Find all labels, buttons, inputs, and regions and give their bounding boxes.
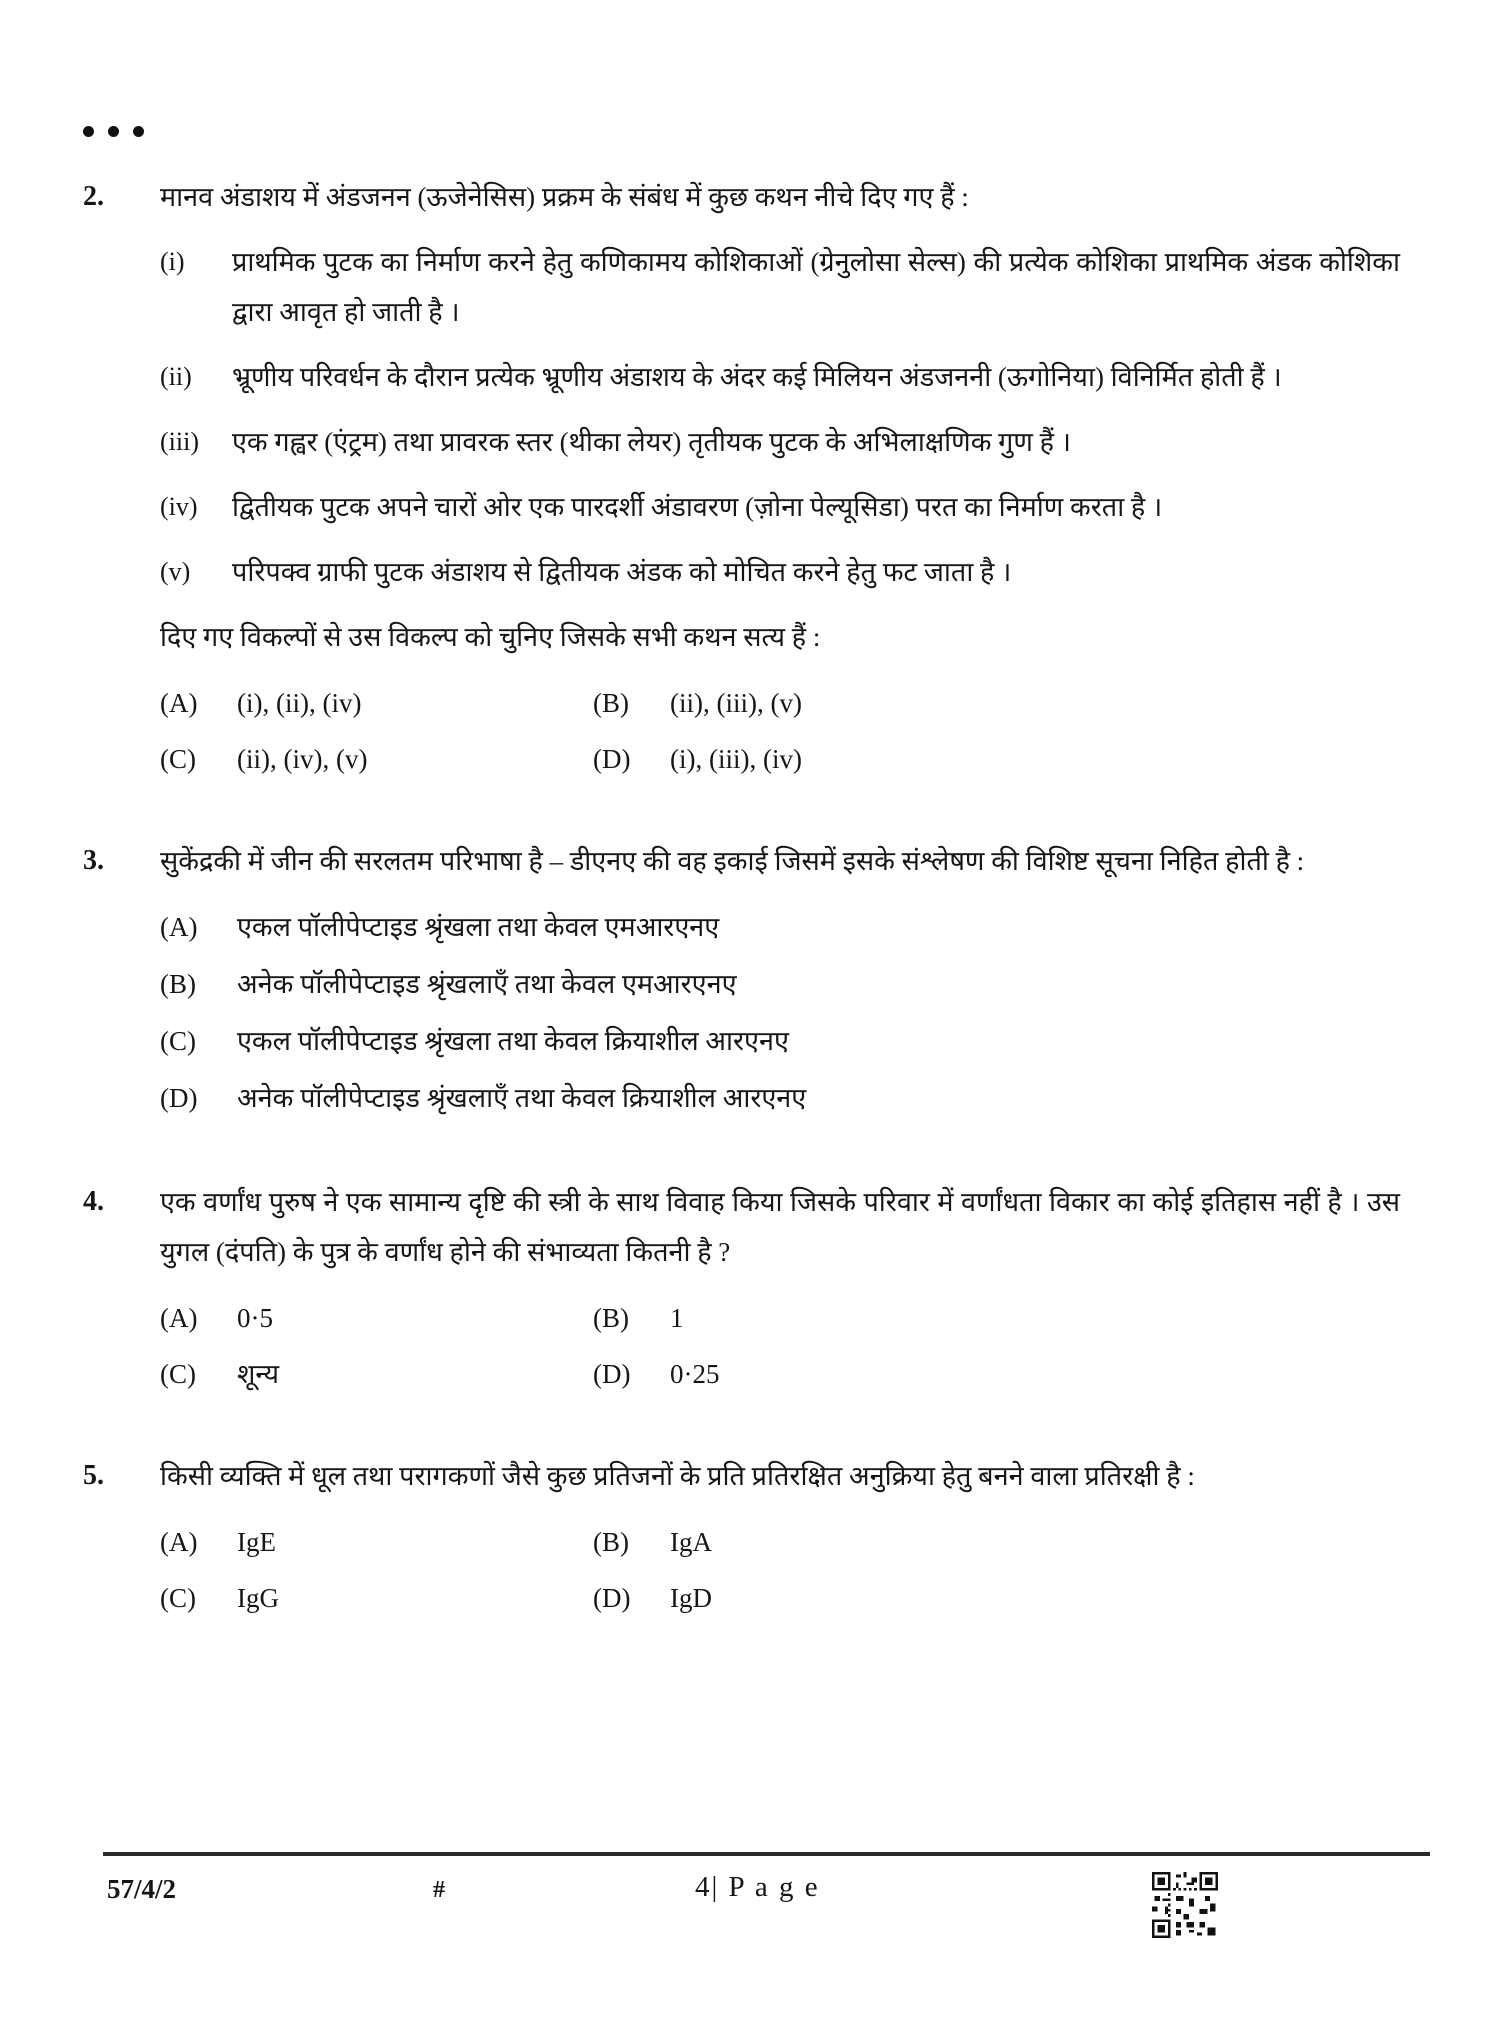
option-text: एकल पॉलीपेप्टाइड श्रृंखला तथा केवल एमआरएनए [237, 912, 720, 942]
dot-icon [133, 126, 144, 137]
option-label: (C) [160, 1359, 196, 1389]
option-text: शून्य [237, 1359, 279, 1389]
option-label: (D) [593, 744, 631, 774]
question-text: किसी व्यक्ति में धूल तथा परागकणों जैसे कुछ प्रतिजनों के प्रति प्रतिरक्षित अनुक्रिया हेतु बनने वाला प्रतिरक्षी है : [160, 1461, 1195, 1491]
option-label: (C) [160, 1026, 196, 1056]
statement-ii [160, 352, 1400, 402]
option-label: (B) [593, 1527, 629, 1557]
option-label: (A) [160, 688, 198, 718]
statement-text: परिपक्व ग्राफी पुटक अंडाशय से द्वितीयक अंडक को मोचित करने हेतु फट जाता है । [232, 557, 1012, 587]
statement-label: (i) [160, 247, 185, 276]
question-number: 5. [83, 1460, 104, 1491]
question-body [160, 1177, 1400, 1399]
option-d [593, 1573, 1400, 1623]
option-c [160, 734, 593, 784]
option-text: 0·5 [237, 1303, 273, 1333]
statement-text: एक गह्वर (एंट्रम) तथा प्रावरक स्तर (थीका लेयर) तृतीयक पुटक के अभिलाक्षणिक गुण हैं । [232, 427, 1071, 457]
option-text: 1 [670, 1303, 684, 1333]
option-label: (B) [160, 969, 196, 999]
option-text: (ii), (iv), (v) [237, 744, 368, 774]
question-text: एक वर्णांध पुरुष ने एक सामान्य दृष्टि की स्त्री के साथ विवाह किया जिसके परिवार में वर्णांधता विकार का कोई इतिहास नहीं है । उस युगल (दंपति) के पुत्र के वर्णांध होने की संभाव्यता कितनी है ? [160, 1187, 1400, 1267]
question-body [160, 172, 1400, 784]
option-label: (B) [593, 1303, 629, 1333]
statement-label: (iii) [160, 427, 199, 456]
question-number: 2. [83, 181, 104, 212]
option-d [160, 1073, 1400, 1123]
statement-label: (iv) [160, 492, 198, 521]
option-d [593, 734, 1400, 784]
option-text: (i), (iii), (iv) [670, 744, 802, 774]
option-text: IgA [670, 1527, 712, 1557]
statement-text: द्वितीयक पुटक अपने चारों ओर एक पारदर्शी अंडावरण (ज़ोना पेल्यूसिडा) परत का निर्माण करता है । [232, 492, 1163, 522]
question-number: 4. [83, 1186, 104, 1217]
question-number: 3. [83, 845, 104, 876]
options-question-3 [160, 902, 1400, 1123]
option-text: (ii), (iii), (v) [670, 688, 802, 718]
options-question-4 [160, 1293, 1400, 1399]
question-2 [83, 172, 1400, 784]
options-question-5 [160, 1517, 1400, 1623]
option-c [160, 1349, 593, 1399]
option-b [593, 1517, 1400, 1567]
page-footer [103, 1852, 1430, 1956]
option-label: (C) [160, 744, 196, 774]
option-label: (D) [593, 1583, 631, 1613]
option-b [160, 959, 1400, 1009]
option-text: (i), (ii), (iv) [237, 688, 362, 718]
statement-text: भ्रूणीय परिवर्धन के दौरान प्रत्येक भ्रूणीय अंडाशय के अंदर कई मिलियन अंडजननी (ऊगोनिया) विनिर्मित होती हैं । [232, 362, 1282, 392]
question-body [160, 836, 1400, 1123]
question-body [160, 1451, 1400, 1623]
page-marker-dots [83, 126, 1400, 138]
option-a [160, 678, 593, 728]
option-text: 0·25 [670, 1359, 720, 1389]
option-d [593, 1349, 1400, 1399]
statement-label: (v) [160, 557, 191, 586]
option-label: (A) [160, 1303, 198, 1333]
question-4 [83, 1177, 1400, 1399]
option-text: IgG [237, 1583, 279, 1613]
statement-label: (ii) [160, 362, 192, 391]
option-b [593, 1293, 1400, 1343]
hash-mark: # [433, 1877, 445, 1903]
options-question-2 [160, 678, 1400, 784]
option-c [160, 1016, 1400, 1066]
option-text: IgE [237, 1527, 276, 1557]
paper-code: 57/4/2 [107, 1874, 177, 1904]
statement-v [160, 547, 1400, 597]
question-instruction: दिए गए विकल्पों से उस विकल्प को चुनिए जिसके सभी कथन सत्य हैं : [160, 622, 821, 652]
page-number-label: 4| P a g e [695, 1871, 820, 1903]
option-b [593, 678, 1400, 728]
option-label: (D) [160, 1083, 198, 1113]
option-label: (B) [593, 688, 629, 718]
option-label: (A) [160, 1527, 198, 1557]
option-text: अनेक पॉलीपेप्टाइड श्रृंखलाएँ तथा केवल एमआरएनए [237, 969, 737, 999]
option-a [160, 1293, 593, 1343]
dot-icon [108, 126, 119, 137]
option-label: (D) [593, 1359, 631, 1389]
option-text: IgD [670, 1583, 712, 1613]
option-text: एकल पॉलीपेप्टाइड श्रृंखला तथा केवल क्रियाशील आरएनए [237, 1026, 789, 1056]
statement-iv [160, 482, 1400, 532]
statement-iii [160, 417, 1400, 467]
question-3 [83, 836, 1400, 1123]
option-label: (C) [160, 1583, 196, 1613]
option-text: अनेक पॉलीपेप्टाइड श्रृंखलाएँ तथा केवल क्रियाशील आरएनए [237, 1083, 807, 1113]
statement-i [160, 237, 1400, 337]
option-label: (A) [160, 912, 198, 942]
dot-icon [83, 126, 94, 137]
option-c [160, 1573, 593, 1623]
footer-row [103, 1856, 1430, 1956]
option-a [160, 902, 1400, 952]
statement-text: प्राथमिक पुटक का निर्माण करने हेतु कणिकामय कोशिकाओं (ग्रेनुलोसा सेल्स) की प्रत्येक कोशिका प्राथमिक अंडक कोशिका द्वारा आवृत हो जाती है । [232, 247, 1400, 327]
qr-code-icon [1152, 1872, 1218, 1938]
question-5 [83, 1451, 1400, 1623]
question-text: मानव अंडाशय में अंडजनन (ऊजेनेसिस) प्रक्रम के संबंध में कुछ कथन नीचे दिए गए हैं : [160, 182, 969, 212]
question-text: सुकेंद्रकी में जीन की सरलतम परिभाषा है – डीएनए की वह इकाई जिसमें इसके संश्लेषण की विशिष्ट सूचना निहित होती है : [160, 846, 1305, 876]
option-a [160, 1517, 593, 1567]
